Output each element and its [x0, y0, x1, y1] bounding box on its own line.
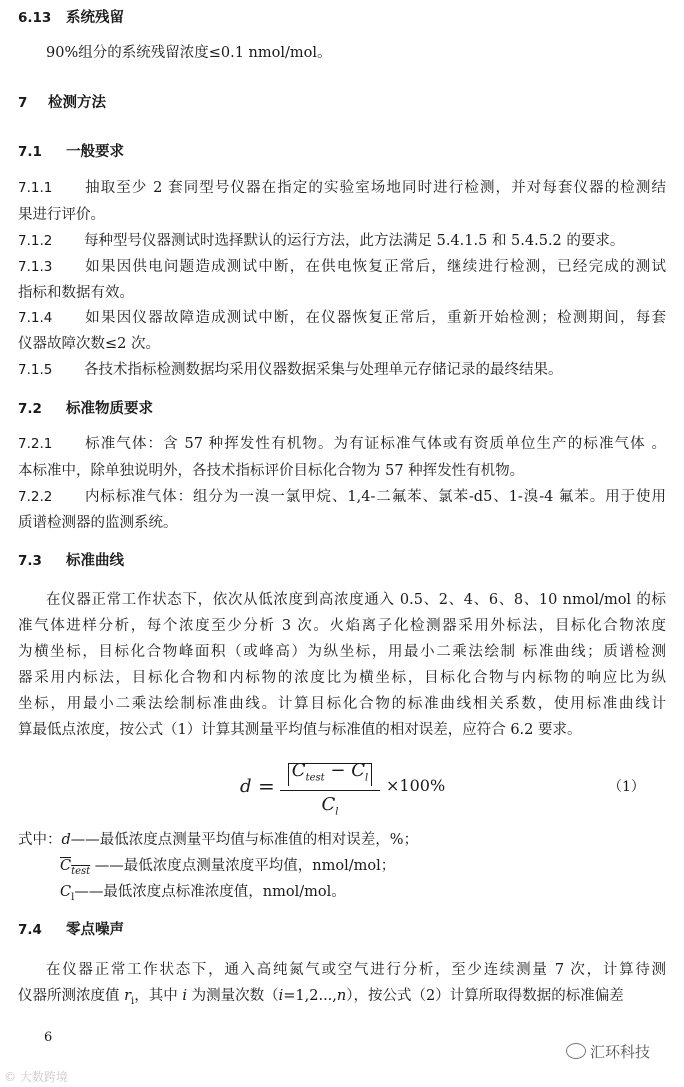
clause-7-1-4-cont: 仪器故障次数≤2 次。	[18, 336, 160, 352]
abs-overbar	[288, 763, 372, 786]
watermark-right: 汇环科技	[566, 1041, 650, 1062]
formula-number: （1）	[608, 779, 645, 795]
formula-equals: =	[258, 774, 275, 798]
clause-7-1-2: 7.1.2 每种型号仪器测试时选择默认的运行方法，此方法满足 5.4.1.5 和 5.4.5.2 的要求。	[18, 233, 625, 249]
heading-7-4: 7.4 零点噪声	[18, 922, 124, 938]
watermark-left: © 大数跨境	[4, 1070, 68, 1084]
heading-7-1: 7.1 一般要求	[18, 144, 124, 160]
where-cl: $C_l——$最低浓度点标准浓度值，nmol/mol。	[60, 884, 346, 903]
clause-7-2-1: 7.2.1 标准气体：含 57 种挥发性有机物。为有证标准气体或有资质单位生产的标准气体 。	[18, 436, 666, 452]
clause-7-1-3: 7.1.3 如果因供电问题造成测试中断，在供电恢复正常后，继续进行检测，已经完成的测试	[18, 259, 666, 275]
para-7-3-line-3: 为横坐标，目标化合物峰面积（或峰高）为纵坐标，用最小二乘法绘制 标准曲线；质谱检测	[18, 644, 666, 660]
where-d: 式中：d——最低浓度点测量平均值与标准值的相对误差，%；	[18, 832, 419, 848]
clause-7-1-4: 7.1.4 如果因仪器故障造成测试中断，在仪器恢复正常后，重新开始检测；检测期间，每套	[18, 310, 666, 326]
clause-7-2-2-cont: 质谱检测器的监测系统。	[18, 515, 178, 531]
clause-7-2-2: 7.2.2 内标标准气体：组分为一溴一氯甲烷、1,4-二氟苯、氯苯-d5、1-溴-4 氟苯。用于使用	[18, 489, 666, 505]
clause-7-1-1-cont: 果进行评价。	[18, 207, 105, 223]
para-7-3-line-5: 坐标，用最小二乘法绘制标准曲线。计算目标化合物的标准曲线相关系数，使用标准曲线计	[18, 696, 666, 712]
formula-times-100: ×100%	[386, 776, 446, 795]
para-7-3-line-6: 算最低点浓度，按公式（1）计算其测量平均值与标准值的相对误差，应符合 6.2 要求。	[18, 722, 582, 738]
clause-7-2-1-cont: 本标准中，除单独说明外，各技术指标评价目标化合物为 57 种挥发性有机物。	[18, 463, 525, 479]
page-number: 6	[44, 1030, 53, 1045]
para-7-3-line-2: 准气体进样分析，每个浓度至少分析 3 次。火焰离子化检测器采用外标法，目标化合物浓度	[18, 618, 666, 634]
clause-7-1-3-cont: 指标和数据有效。	[18, 285, 134, 301]
heading-7-3: 7.3 标准曲线	[18, 553, 124, 569]
heading-7: 7 检测方法	[18, 95, 106, 111]
heading-7-2: 7.2 标准物质要求	[18, 401, 153, 417]
para-7-3-line-4: 器采用内标法，目标化合物和内标物的浓度比为横坐标，目标化合物与内标物的响应比为纵	[18, 670, 666, 686]
clause-7-1-1: 7.1.1 抽取至少 2 套同型号仪器在指定的实验室场地同时进行检测，并对每套仪器的检测结	[18, 180, 666, 196]
para-7-4-line-2: 仪器所测浓度值 $r_i$，其中 i 为测量次数（i=1,2...,n），按公式（2）计算所取得数据的标准偏差	[18, 988, 624, 1007]
formula-1	[240, 760, 446, 820]
formula-denominator: $C_l$	[321, 794, 339, 818]
para-7-4-line-1: 在仪器正常工作状态下，通入高纯氮气或空气进行分析，至少连续测量 7 次，计算待测	[46, 962, 666, 978]
wechat-icon	[566, 1043, 586, 1059]
fraction-bar	[280, 790, 380, 791]
para-7-3-line-1: 在仪器正常工作状态下，依次从低浓度到高浓度通入 0.5、2、4、6、8、10 nmol/mol 的标	[46, 592, 666, 608]
formula-lhs: d	[240, 776, 252, 797]
formula-numerator: $C_{test} - C_l$	[280, 760, 380, 784]
clause-7-1-5: 7.1.5 各技术指标检测数据均采用仪器数据采集与处理单元存储记录的最终结果。	[18, 362, 563, 378]
heading-6-13: 6.13 系统残留	[18, 10, 124, 26]
where-ctest: $C_{test}$ ——最低浓度点测量浓度平均值，nmol/mol；	[60, 858, 396, 877]
paragraph-6-13: 90%组分的系统残留浓度≤0.1 nmol/mol。	[46, 45, 332, 61]
